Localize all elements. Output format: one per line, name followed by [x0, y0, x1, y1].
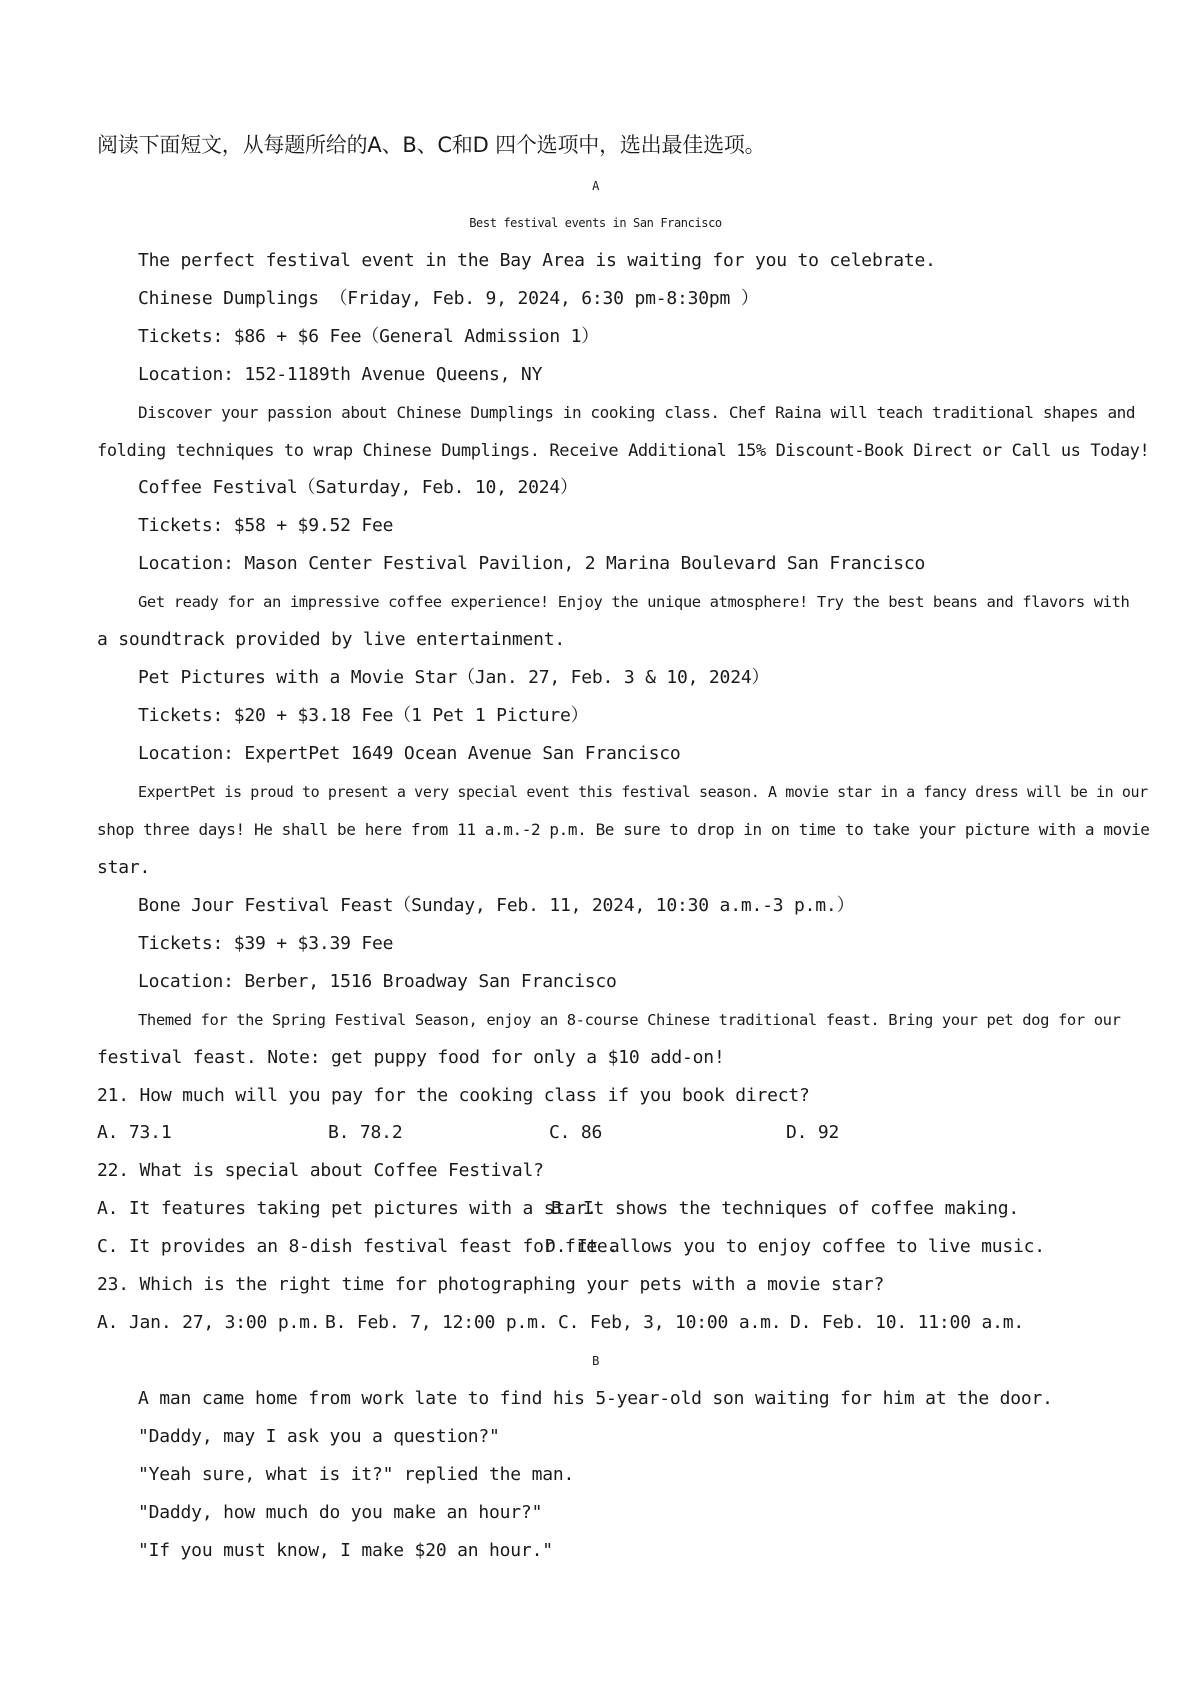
- event-description: festival feast. Note: get puppy food for only a $10 add-on!: [97, 1047, 725, 1068]
- answer-option-c: C. Feb, 3, 10:00 a.m.: [558, 1312, 782, 1333]
- event-name: Chinese Dumplings （Friday, Feb. 9, 2024, 6:30 pm-8:30pm ）: [138, 288, 759, 309]
- event-location: Location: 152-1189th Avenue Queens, NY: [138, 364, 543, 385]
- event-tickets: Tickets: $39 + $3.39 Fee: [138, 933, 394, 954]
- event-description: star.: [97, 857, 151, 878]
- answer-option-a: A. Jan. 27, 3:00 p.m.: [97, 1312, 321, 1333]
- answer-option-a: A. 73.1: [97, 1122, 172, 1143]
- event-description: ExpertPet is proud to present a very special event this festival season. A movie star in a fancy dress will be in our: [138, 783, 1148, 801]
- event-tickets: Tickets: $20 + $3.18 Fee（1 Pet 1 Picture）: [138, 705, 589, 726]
- story-line: "Yeah sure, what is it?" replied the man.: [138, 1464, 575, 1485]
- answer-option-b: B. It shows the techniques of coffee making.: [551, 1198, 1020, 1219]
- event-description: Get ready for an impressive coffee experience! Enjoy the unique atmosphere! Try the best beans and flavors with: [138, 593, 1130, 611]
- instruction-heading: 阅读下面短文，从每题所给的A、B、C和D 四个选项中，选出最佳选项。: [97, 133, 766, 157]
- event-description: folding techniques to wrap Chinese Dumplings. Receive Additional 15% Discount-Book Direct or Call us Today!: [97, 441, 1150, 461]
- answer-option-c: C. 86: [549, 1122, 603, 1143]
- section-b-letter: B: [592, 1354, 599, 1368]
- answer-option-d: D. 92: [786, 1122, 840, 1143]
- question-stem: 21. How much will you pay for the cooking class if you book direct?: [97, 1085, 810, 1106]
- event-description: Discover your passion about Chinese Dumplings in cooking class. Chef Raina will teach traditional shapes and: [138, 403, 1136, 422]
- question-stem: 23. Which is the right time for photographing your pets with a movie star?: [97, 1274, 885, 1295]
- section-a-intro: The perfect festival event in the Bay Area is waiting for you to celebrate.: [138, 250, 936, 271]
- story-line: A man came home from work late to find his 5-year-old son waiting for him at the door.: [138, 1388, 1053, 1409]
- event-name: Bone Jour Festival Feast（Sunday, Feb. 11, 2024, 10:30 a.m.-3 p.m.）: [138, 895, 855, 916]
- event-name: Coffee Festival（Saturday, Feb. 10, 2024）: [138, 477, 578, 498]
- event-tickets: Tickets: $86 + $6 Fee（General Admission 1）: [138, 326, 600, 347]
- story-line: "If you must know, I make $20 an hour.": [138, 1540, 553, 1561]
- event-location: Location: Mason Center Festival Pavilion, 2 Marina Boulevard San Francisco: [138, 553, 926, 574]
- story-line: "Daddy, how much do you make an hour?": [138, 1502, 543, 1523]
- event-location: Location: ExpertPet 1649 Ocean Avenue San Francisco: [138, 743, 681, 764]
- section-a-letter: A: [592, 179, 599, 193]
- section-a-title: Best festival events in San Francisco: [469, 216, 722, 230]
- event-tickets: Tickets: $58 + $9.52 Fee: [138, 515, 394, 536]
- answer-option-d: D. Feb. 10. 11:00 a.m.: [790, 1312, 1025, 1333]
- event-location: Location: Berber, 1516 Broadway San Francisco: [138, 971, 617, 992]
- answer-option-a: A. It features taking pet pictures with a star.: [97, 1198, 597, 1219]
- event-name: Pet Pictures with a Movie Star（Jan. 27, Feb. 3 & 10, 2024）: [138, 667, 770, 688]
- question-stem: 22. What is special about Coffee Festival?: [97, 1160, 544, 1181]
- story-line: "Daddy, may I ask you a question?": [138, 1426, 500, 1447]
- answer-option-b: B. 78.2: [328, 1122, 403, 1143]
- answer-option-c: C. It provides an 8-dish festival feast for free.: [97, 1236, 619, 1257]
- event-description: shop three days! He shall be here from 11 a.m.-2 p.m. Be sure to drop in on time to take your picture with a movie: [97, 820, 1150, 839]
- answer-option-b: B. Feb. 7, 12:00 p.m.: [325, 1312, 549, 1333]
- answer-option-d: D. It allows you to enjoy coffee to live music.: [545, 1236, 1045, 1257]
- event-description: a soundtrack provided by live entertainment.: [97, 629, 566, 650]
- event-description: Themed for the Spring Festival Season, enjoy an 8-course Chinese traditional feast. Bring your pet dog for our: [138, 1011, 1121, 1029]
